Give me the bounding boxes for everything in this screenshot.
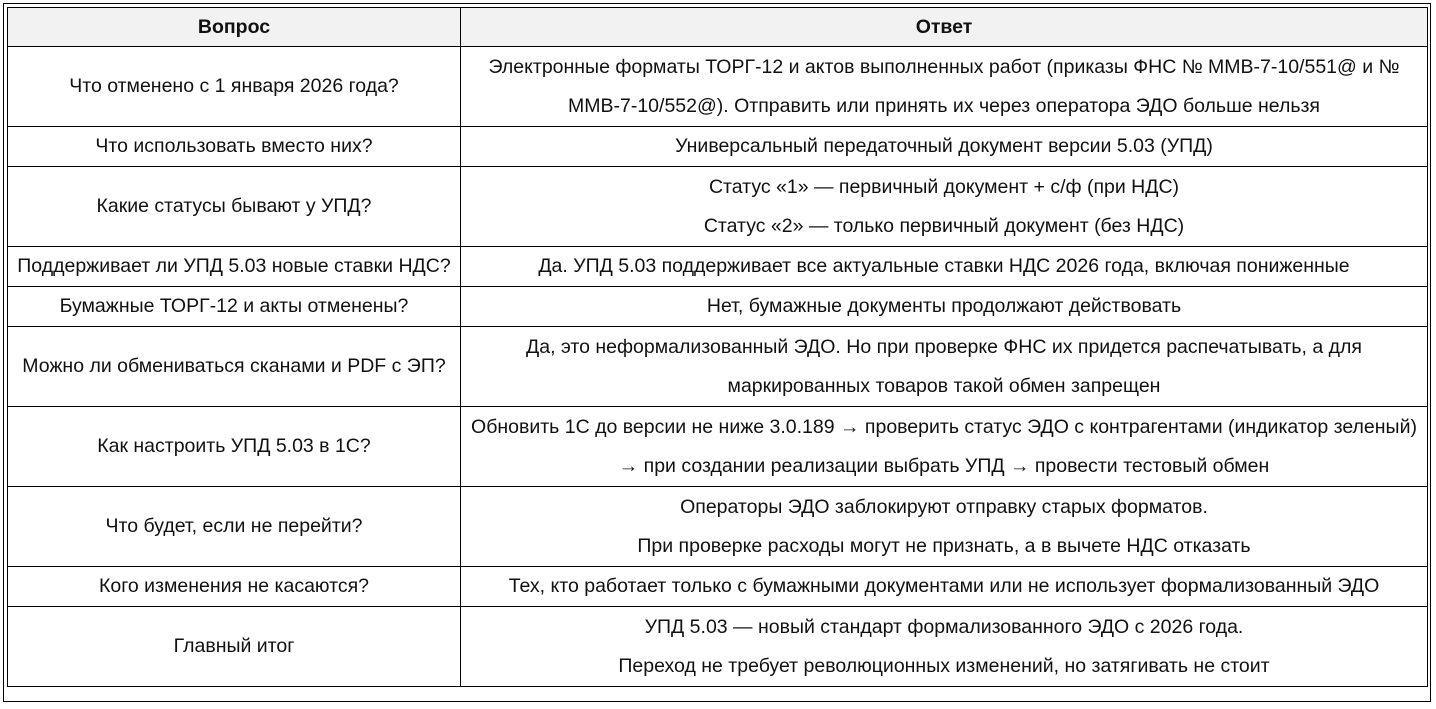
answer-line: Да. УПД 5.03 поддерживает все актуальные ставки НДС 2026 года, включая пониженные [538,255,1350,277]
answer-line: Да, это неформализованный ЭДО. Но при проверке ФНС их придется распечатывать, а для [526,335,1362,358]
question-cell: Что будет, если не перейти? [8,487,461,567]
answer-line: Универсальный передаточный документ версии 5.03 (УПД) [675,135,1213,157]
answer-line: → при создании реализации выбрать УПД → провести тестовый обмен [618,454,1270,477]
table-row [8,607,1428,687]
table-row [8,287,1428,327]
table-row [8,247,1428,287]
faq-table [7,7,1428,687]
table-row [8,47,1428,127]
table-row [8,407,1428,487]
answer-cell [461,327,1428,407]
answer-cell [461,167,1428,247]
header-answer: Ответ [461,8,1428,47]
answer-cell [461,567,1428,607]
question-cell: Главный итог [8,607,461,687]
answer-line: Электронные форматы ТОРГ-12 и актов выполненных работ (приказы ФНС № ММВ-7-10/551@ и № [488,55,1400,78]
answer-line: Операторы ЭДО заблокируют отправку старых форматов. [680,495,1208,518]
question-cell: Можно ли обмениваться сканами и PDF с ЭП? [8,327,461,407]
question-cell: Что отменено с 1 января 2026 года? [8,47,461,127]
question-cell: Какие статусы бывают у УПД? [8,167,461,247]
answer-cell [461,407,1428,487]
table-row [8,127,1428,167]
answer-cell [461,47,1428,127]
table-row [8,487,1428,567]
table-row [8,167,1428,247]
question-cell: Кого изменения не касаются? [8,567,461,607]
question-cell: Как настроить УПД 5.03 в 1С? [8,407,461,487]
answer-line: Статус «1» — первичный документ + с/ф (при НДС) [708,175,1180,198]
answer-line: УПД 5.03 — новый стандарт формализованного ЭДО с 2026 года. [644,615,1244,638]
question-cell: Что использовать вместо них? [8,127,461,167]
question-cell: Бумажные ТОРГ-12 и акты отменены? [8,287,461,327]
answer-line: Переход не требует революционных изменений, но затягивать не стоит [618,654,1270,677]
answer-cell [461,607,1428,687]
answer-line: Тех, кто работает только с бумажными документами или не использует формализованный ЭДО [508,575,1380,597]
table-row [8,327,1428,407]
table-row [8,567,1428,607]
question-cell: Поддерживает ли УПД 5.03 новые ставки НДС? [8,247,461,287]
answer-line: Статус «2» — только первичный документ (без НДС) [703,214,1185,237]
answer-cell [461,127,1428,167]
answer-line: Нет, бумажные документы продолжают действовать [706,295,1182,317]
answer-line: маркированных товаров такой обмен запрещен [727,374,1161,397]
header-row [8,8,1428,47]
answer-line: ММВ-7-10/552@). Отправить или принять их через оператора ЭДО больше нельзя [568,94,1320,117]
answer-line: При проверке расходы могут не признать, а в вычете НДС отказать [637,534,1251,557]
answer-cell [461,287,1428,327]
answer-cell [461,487,1428,567]
answer-cell [461,247,1428,287]
answer-line: Обновить 1С до версии не ниже 3.0.189 → проверить статус ЭДО с контрагентами (индикатор зеленый) [471,415,1417,438]
header-question: Вопрос [8,8,461,47]
